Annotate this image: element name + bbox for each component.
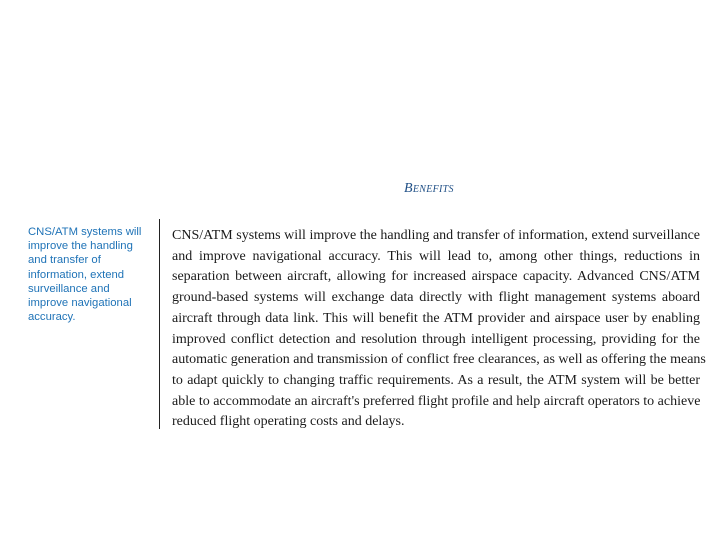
- sidenote-line: information, extend: [28, 268, 125, 281]
- body-line: separation between aircraft, allowing for increased airspace capacity. Advanced CNS/ATM: [172, 269, 700, 285]
- body-line: automatic generation and transmission of conflict free clearances, as well as offering the means: [172, 352, 706, 368]
- sidenote-line: accuracy.: [28, 311, 76, 324]
- body-line: reduced flight operating costs and delays.: [172, 414, 405, 430]
- sidenote: [28, 225, 152, 324]
- sidenote-line: CNS/ATM systems will: [28, 226, 142, 238]
- body-line: able to accommodate an aircraft's preferred flight profile and help aircraft operators to achieve: [172, 393, 701, 409]
- body-paragraph: [172, 226, 706, 433]
- vertical-divider: [159, 219, 160, 429]
- body-line: improved conflict detection and resolution through intelligent processing, providing for the: [172, 331, 700, 347]
- body-line: and improve navigational accuracy. This will lead to, among other things, reductions in: [172, 248, 700, 264]
- sidenote-line: and transfer of: [28, 254, 101, 267]
- section-heading: Benefits: [404, 181, 454, 196]
- body-line: aircraft through data link. This will benefit the ATM provider and airspace user by enabling: [172, 310, 700, 326]
- sidenote-line: improve the handling: [28, 240, 133, 253]
- sidenote-line: surveillance and: [28, 282, 110, 295]
- body-line: ground-based systems will exchange data directly with flight management systems aboard: [172, 290, 700, 306]
- body-line: to adapt quickly to changing traffic requirements. As a result, the ATM system will be better: [172, 372, 700, 388]
- sidenote-line: improve navigational: [28, 297, 132, 310]
- body-line: CNS/ATM systems will improve the handling and transfer of information, extend surveillance: [172, 228, 700, 243]
